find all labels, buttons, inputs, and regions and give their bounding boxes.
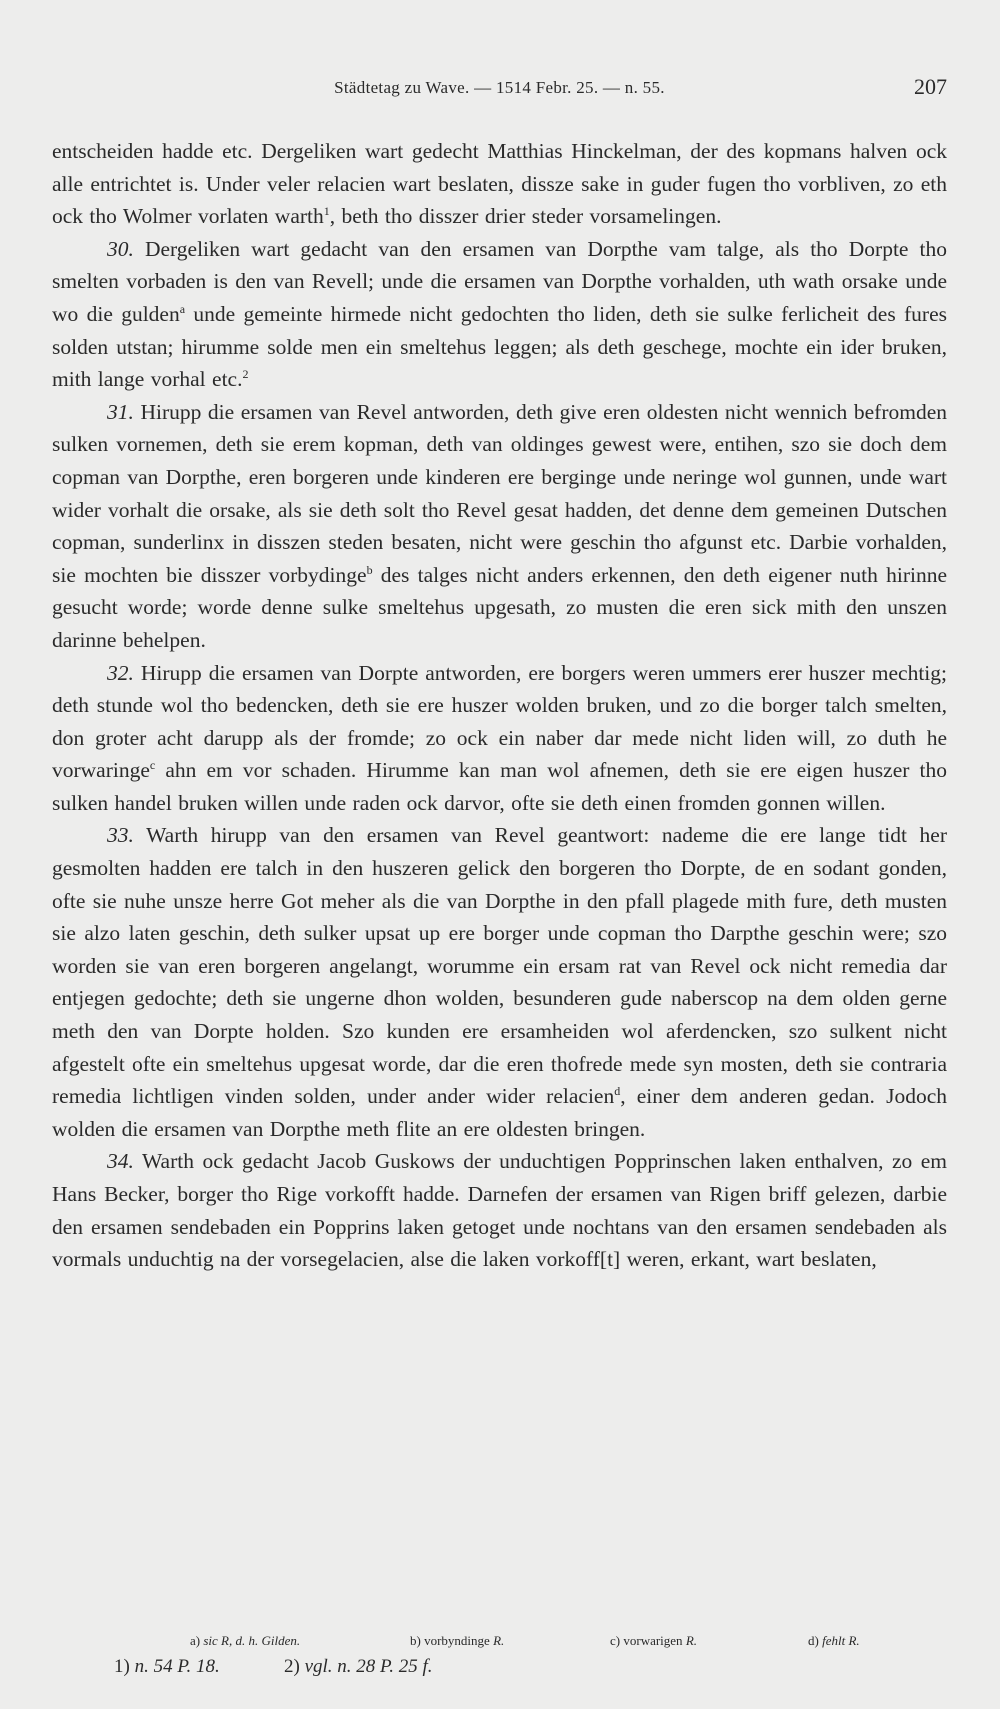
variant-note-b: b) vorbyndinge R. (410, 1633, 505, 1648)
variant-note-d: d) fehlt R. (808, 1633, 860, 1648)
running-title: Städtetag zu Wave. — 1514 Febr. 25. — n. 55. (334, 78, 665, 97)
paragraph-33: 33. Warth hirupp van den ersamen van Revel geantwort: nademe die ere lange tidt her gesmolten hadden ere talch in den huszeren gelick den borgeren tho Dorpte, de en sodant gonden, ofte sie nuhe unsze herre Got meher als die van Dorpthe in den pfall plagede mith fure, deth musten sie alzo laten geschin, deth sulker upsat up ere borger unde copman tho Darpthe geschin were; szo worden sie van eren borgeren angelangt, worumme ein ersam rat van Revel ock nicht remedia dar entjegen gedochte; deth sie ungerne dhon wolden, besunderen gude naberscop na dem olden gerne meth den van Dorpte holden. Szo kunden ere ersamheiden wol aferdencken, szo sulkent nicht afgestelt ofte ein smeltehus upgesat worde, dar die eren thofrede mede syn mosten, deth sie contraria remedia lichtligen vinden solden, under ander wider relacien$^d$, einer dem anderen gedan. Jodoch wolden die ersamen van Dorpthe meth flite an ere oldesten bringen. (52, 823, 947, 1141)
main-text (52, 135, 947, 1276)
page-number: 207 (914, 74, 947, 99)
page-header (52, 74, 947, 104)
variant-ref-d: d (614, 1084, 621, 1099)
source-note-2: 2) vgl. n. 28 P. 25 f. (284, 1656, 433, 1677)
paragraph-number: 30. (107, 236, 134, 261)
variant-ref-c: c (149, 758, 156, 773)
paragraph-continuation: entscheiden hadde etc. Dergeliken wart gedecht Matthias Hinckelman, der des kopmans halven ock alle entrichtet is. Under veler relacien wart beslaten, dissze sake in guder fugen tho vorbliven, zo eth ock tho Wolmer vorlaten warth$^1$, beth tho disszer drier steder vorsamelingen. (52, 139, 947, 229)
paragraph-31: 31. Hirupp die ersamen van Revel antworden, deth give eren oldesten nicht wennich befromden sulken vornemen, deth sie erem kopman, deth van oldinges gewest were, entihen, szo sie doch dem copman van Dorpthe, eren borgeren unde kinderen ere berginge unde neringe wol gunnen, unde wart wider vorhalt die orsake, als sie deth solt tho Revel gesat hadden, det denne dem gemeinen Dutschen copman, sunderlinx in disszen steden besaten, nicht were geschin tho afgunst etc. Darbie vorhalden, sie mochten bie disszer vorbydinge$^b$ des talges nicht anders erkennen, den deth eigener nuth hirinne gesucht worde; worde denne sulke smeltehus upgesath, zo musten die eren sick mith den unszen darinne behelpen. (52, 399, 948, 652)
footnote-ref-2: 2 (242, 367, 249, 382)
source-note-1: 1) n. 54 P. 18. (114, 1656, 220, 1677)
variant-note-c: c) vorwarigen R. (610, 1633, 698, 1648)
paragraph-number: 31. (107, 399, 134, 424)
paragraph-34: 34. Warth ock gedacht Jacob Guskows der unduchtigen Popprinschen laken enthalven, zo em Hans Becker, borger tho Rige vorkofft hadde. Darnefen der ersamen van Rigen briff gelezen, darbie den ersamen sendebaden ein Popprins laken getoget unde nochtans van den ersamen sendebaden als vormals unduchtig na der vorsegelacien, alse die laken vorkoff[t] weren, erkant, wart beslaten, (52, 1149, 947, 1272)
variant-ref-a: a (179, 301, 186, 316)
footnote-ref-1: 1 (323, 204, 330, 219)
variant-ref-b: b (366, 562, 373, 577)
paragraph-number: 33. (107, 823, 134, 848)
paragraph-number: 32. (107, 660, 134, 685)
paragraph-32: 32. Hirupp die ersamen van Dorpte antworden, ere borgers weren ummers erer huszer mechtig; deth stunde wol tho bedencken, deth sie ere huszer wolden bruken, und zo die borger talch smelten, don groter acht darupp als der fromde; zo ock ein naber dar mede nicht liden will, zo duth he vorwaringe$^c$ ahn em vor schaden. Hirumme kan man wol afnemen, deth sie ere eigen huszer tho sulken handel bruken willen unde raden ock darvor, ofte sie deth einen fromden gonnen willen. (52, 660, 947, 815)
paragraph-30: 30. Dergeliken wart gedacht van den ersamen van Dorpthe vam talge, als tho Dorpte tho smelten vorbaden is den van Revell; unde die ersamen van Dorpthe vorhalden, uth wath orsake unde wo die gulden$^a$ unde gemeinte hirmede nicht gedochten tho liden, deth sie sulke ferlicheit des fures solden utstan; hirumme solde men ein smeltehus leggen; als deth geschege, mochte ein ider bruken, mith lange vorhal etc.$^2$ (52, 236, 948, 392)
variant-note-a: a) sic R, d. h. Gilden. (190, 1633, 301, 1648)
paragraph-number: 34. (107, 1149, 134, 1174)
